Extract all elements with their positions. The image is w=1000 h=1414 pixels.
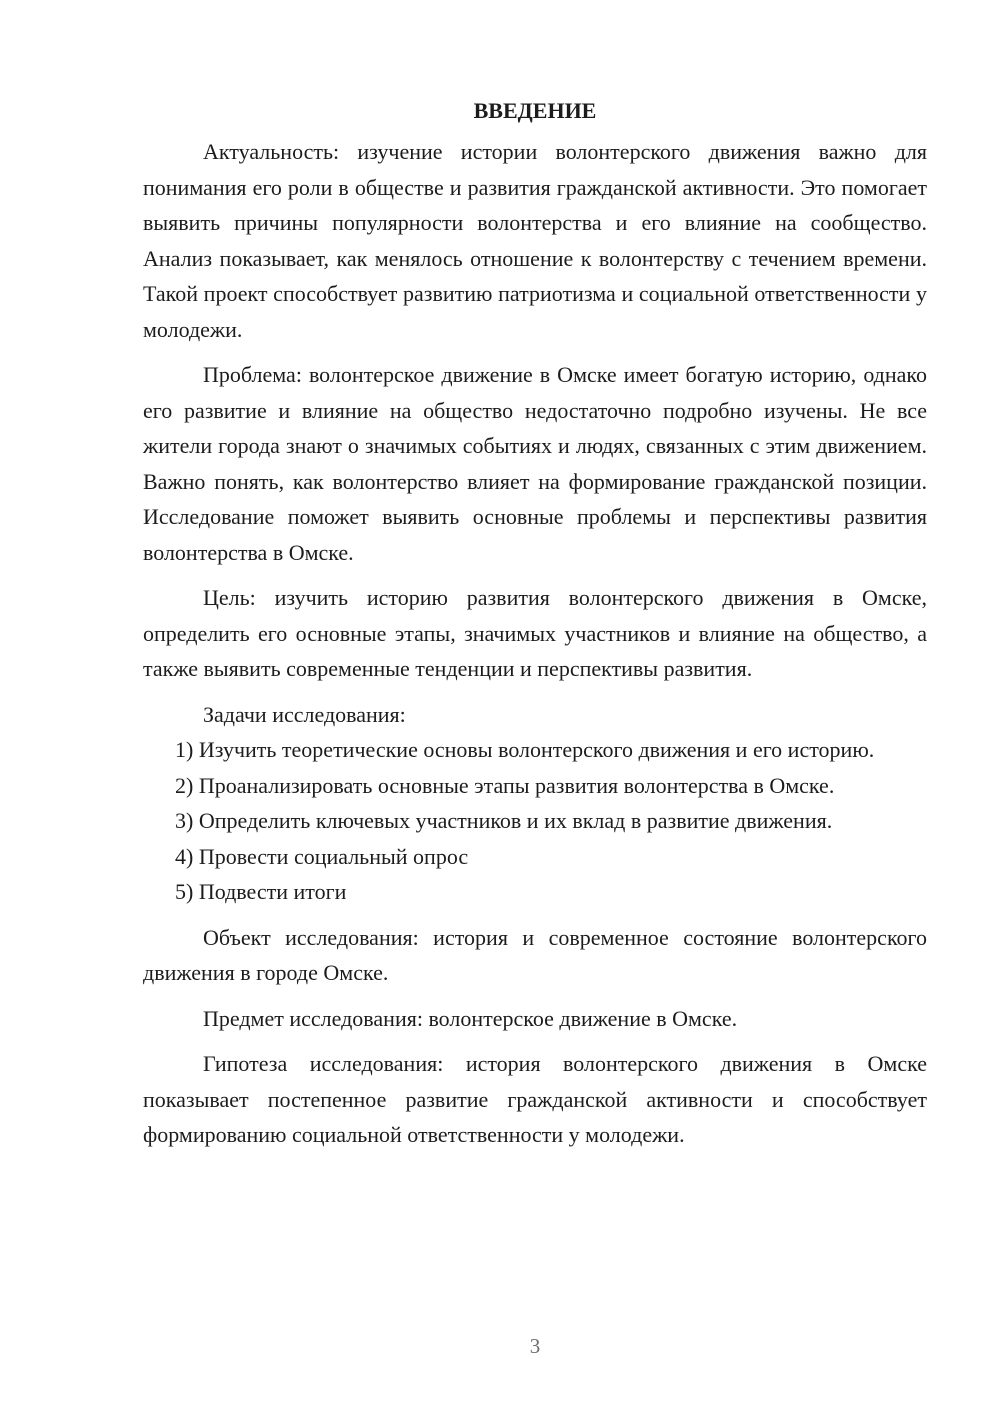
document-page <box>143 96 927 1153</box>
task-item-4: 4) Провести социальный опрос <box>175 843 469 869</box>
page-number: 3 <box>529 1334 541 1358</box>
tasks-heading: Задачи исследования: <box>203 701 406 727</box>
subject-paragraph: Предмет исследования: волонтерское движение в Омске. <box>203 1005 738 1031</box>
hypothesis-paragraph: Гипотеза исследования: история волонтерского движения в Омске показывает постепенное развитие гражданской активности и способствует формированию социальной ответственности у молодежи. <box>143 1051 927 1147</box>
problem-paragraph: Проблема: волонтерское движение в Омске имеет богатую историю, однако его развитие и влияние на общество недостаточно подробно изучены. Не все жители города знают о значимых событиях и людях, связанных с этим движением. Важно понять, как волонтерство влияет на формирование гражданской позиции. Исследование поможет выявить основные проблемы и перспективы развития волонтерства в Омске. <box>143 362 927 565</box>
task-item-5: 5) Подвести итоги <box>175 879 347 904</box>
page-title: ВВЕДЕНИЕ <box>473 98 597 123</box>
object-paragraph: Объект исследования: история и современное состояние волонтерского движения в городе Омске. <box>143 924 927 985</box>
relevance-paragraph: Актуальность: изучение истории волонтерского движения важно для понимания его роли в обществе и развития гражданской активности. Это помогает выявить причины популярности волонтерства и его влияние на сообщество. Анализ показывает, как менялось отношение к волонтерству с течением времени. Такой проект способствует развитию патриотизма и социальной ответственности у молодежи. <box>143 139 927 342</box>
task-item-1: 1) Изучить теоретические основы волонтерского движения и его историю. <box>175 737 875 762</box>
task-item-2: 2) Проанализировать основные этапы развития волонтерства в Омске. <box>175 772 835 798</box>
task-item-3: 3) Определить ключевых участников и их вклад в развитие движения. <box>175 808 833 833</box>
goal-paragraph: Цель: изучить историю развития волонтерского движения в Омске, определить его основные этапы, значимых участников и влияние на общество, а также выявить современные тенденции и перспективы развития. <box>143 585 927 681</box>
